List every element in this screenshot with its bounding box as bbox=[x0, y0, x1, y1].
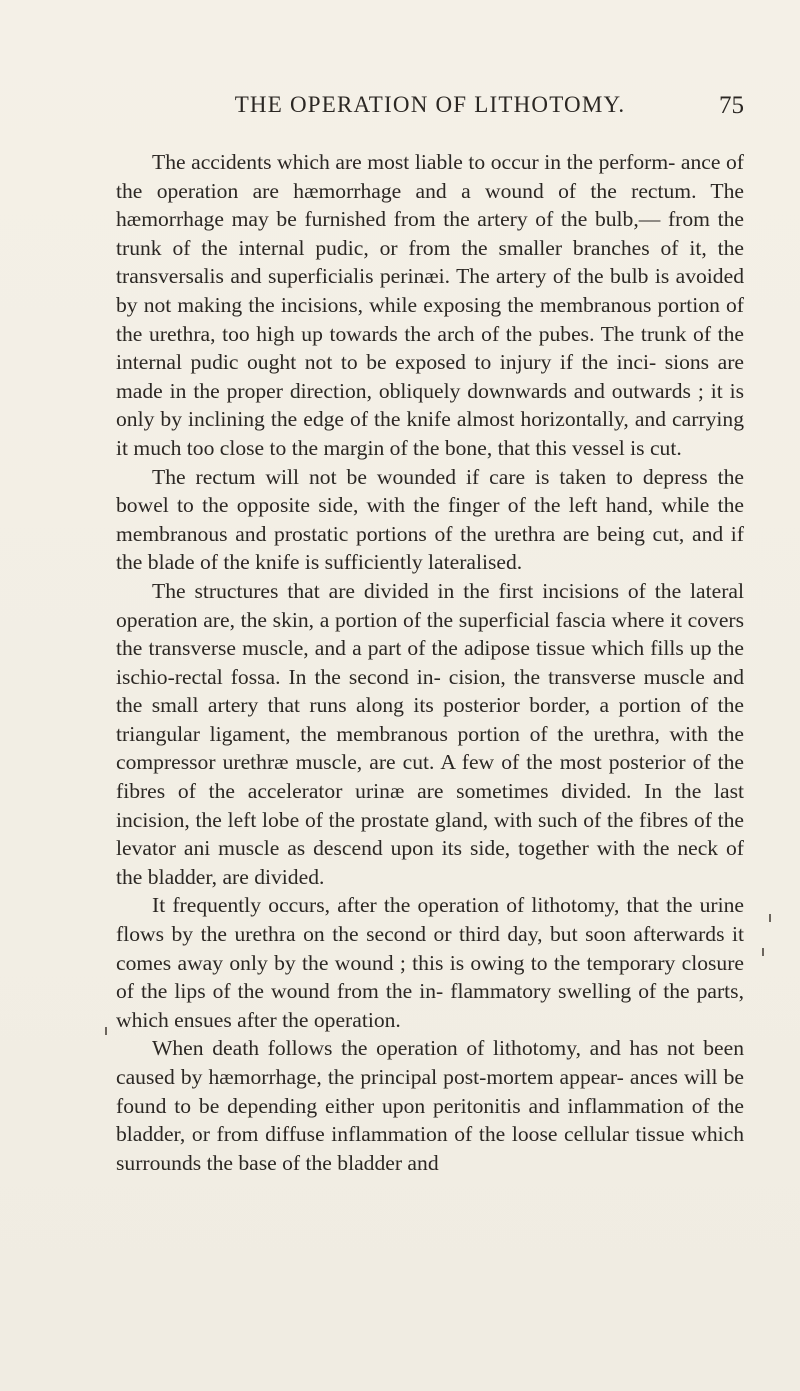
paragraph-structures: The structures that are divided in the first incisions of the lateral operation are, the skin, a portion of the superficial fascia where it covers the transverse muscle, and a part of the adipose tissue which fills up the ischio-rectal fossa. In the second in- cision, the transverse muscle and the small artery that runs along its posterior border, a portion of the triangular ligament, the membranous portion of the urethra, with the compressor urethræ muscle, are cut. A few of the most posterior of the fibres of the accelerator urinæ are sometimes divided. In the last incision, the left lobe of the prostate gland, with such of the fibres of the levator ani muscle as descend upon its side, together with the neck of the bladder, are divided. bbox=[116, 578, 744, 889]
main-text bbox=[116, 148, 744, 1177]
paragraph-urine-flow: It frequently occurs, after the operation of lithotomy, that the urine flows by the urethra on the second or third day, but soon afterwards it comes away only by the wound ; this is owing to the temporary closure of the lips of the wound from the in- flammatory swelling of the parts, which ensues after the operation. bbox=[116, 893, 744, 1032]
page-header bbox=[116, 92, 744, 128]
running-title: THE OPERATION OF LITHOTOMY. bbox=[234, 92, 626, 117]
paragraph-accidents: The accidents which are most liable to occur in the perform- ance of the operation are hæmorrhage and a wound of the rectum. The hæmorrhage may be furnished from the artery of the bulb,— from the trunk of the internal pudic, or from the smaller branches of it, the transversalis and superficialis perinæi. The artery of the bulb is avoided by not making the incisions, while exposing the membranous portion of the urethra, too high up towards the arch of the pubes. The trunk of the internal pudic ought not to be exposed to injury if the inci- sions are made in the proper direction, obliquely downwards and outwards ; it is only by inclining the edge of the knife almost horizontally, and carrying it much too close to the margin of the bone, that this vessel is cut. bbox=[116, 150, 744, 460]
page-number: 75 bbox=[719, 92, 744, 119]
margin-mark-lower bbox=[762, 948, 764, 956]
margin-mark-upper bbox=[769, 914, 771, 922]
paragraph-rectum: The rectum will not be wounded if care is taken to depress the bowel to the opposite side, with the finger of the left hand, while the membranous and prostatic portions of the urethra are being cut, and if the blade of the knife is sufficiently lateralised. bbox=[116, 464, 744, 575]
paragraph-post-mortem: When death follows the operation of lithotomy, and has not been caused by hæmorrhage, the principal post-mortem appear- ances will be found to be depending either upon peritonitis and inflammation of the bladder, or from diffuse inflammation of the loose cellular tissue which surrounds the base of the bladder and bbox=[116, 1036, 744, 1175]
margin-mark-left bbox=[105, 1027, 107, 1035]
